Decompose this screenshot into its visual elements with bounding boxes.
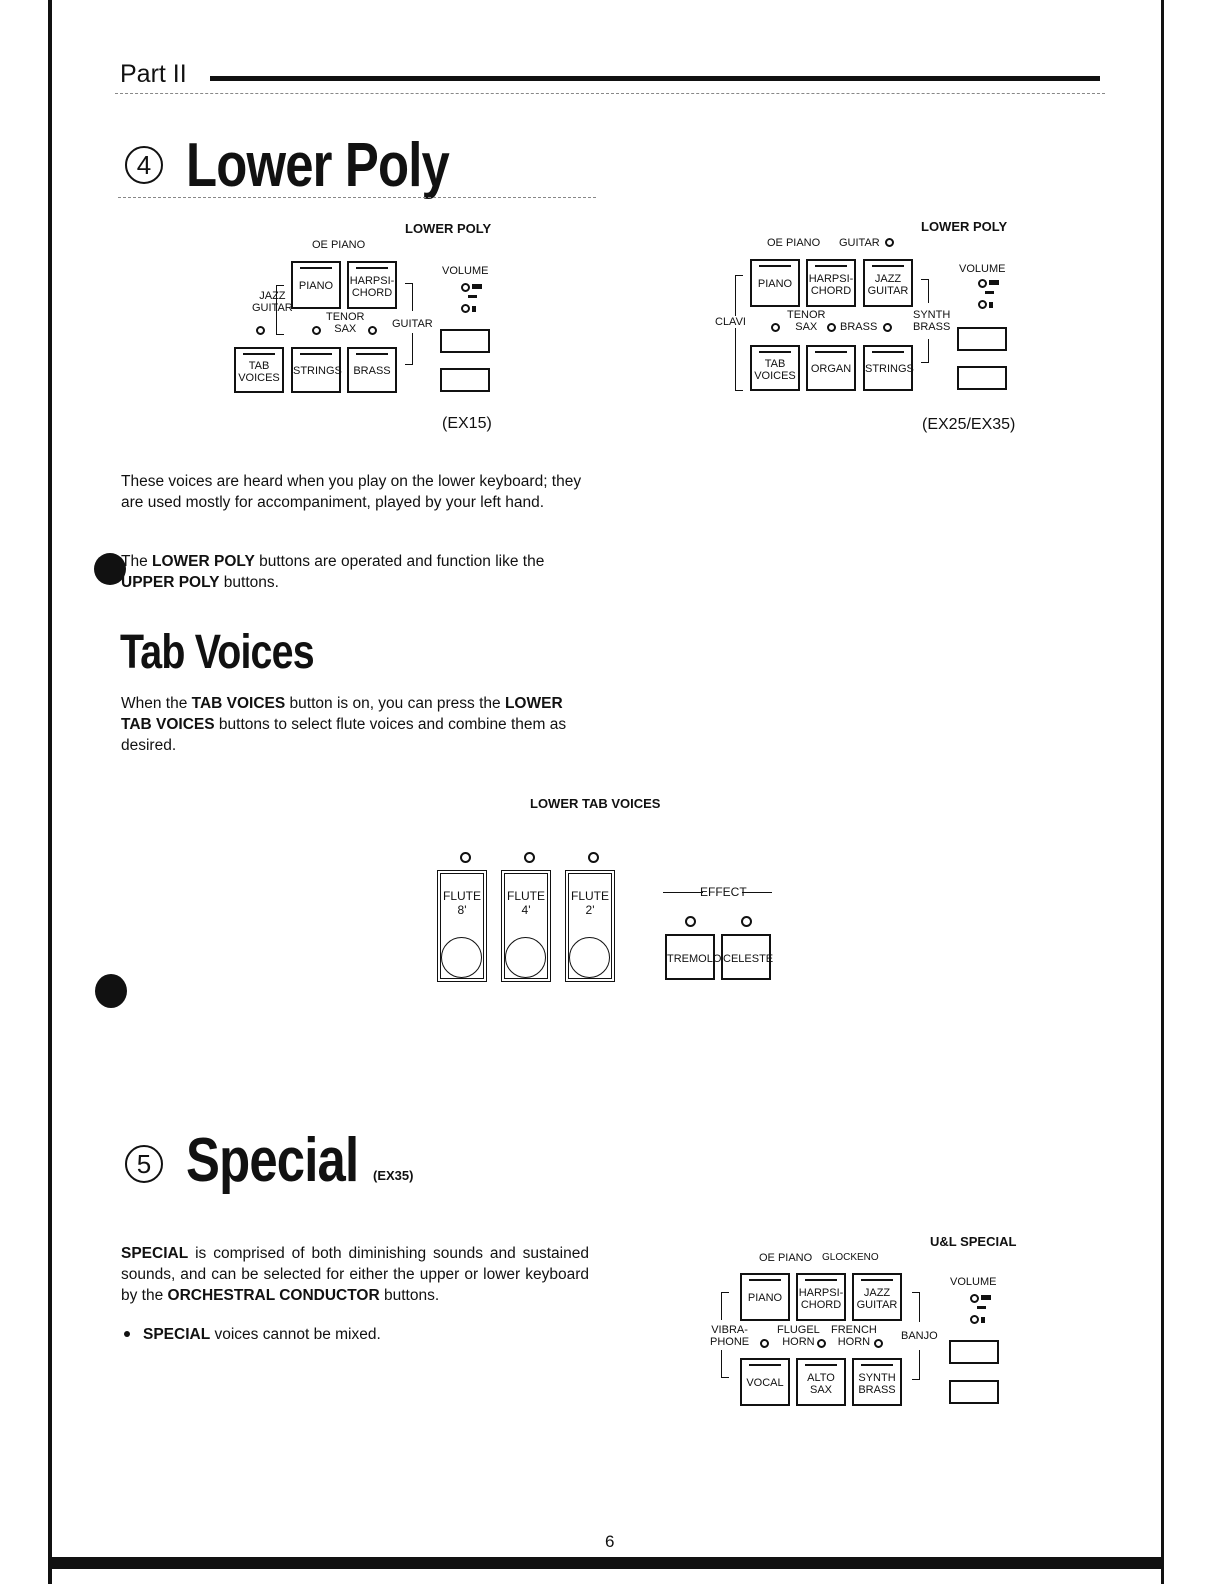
clavi-bracket	[735, 275, 743, 391]
ul-special-panel	[705, 1230, 1035, 1420]
harpsichord-button[interactable]: HARPSI- CHORD	[806, 259, 856, 307]
vocal-button[interactable]: VOCAL	[740, 1358, 790, 1406]
brass-label: BRASS	[840, 321, 878, 333]
tab-voices-title: Tab Voices	[120, 626, 314, 679]
page-number: 6	[605, 1532, 615, 1551]
special-paragraph: SPECIAL is comprised of both diminishing sounds and sustained sounds, and can be selected for either the upper or lower keyboard by the ORCHESTRAL CONDUCTOR buttons.	[121, 1245, 589, 1304]
tab-voices-paragraph: When the TAB VOICES button is on, you can press the LOWER TAB VOICES buttons to select flute voices and combine them as desired.	[121, 695, 567, 754]
ex15-oe-label: OE PIANO	[312, 239, 366, 251]
volume-up-button[interactable]	[949, 1340, 999, 1364]
vibraphone-led	[760, 1339, 769, 1348]
oe-label: OE PIANO	[759, 1252, 813, 1264]
piano-button[interactable]: PIANO	[291, 261, 341, 309]
ex25-guitar-led	[885, 238, 894, 247]
flugel-horn-label: FLUGEL HORN	[777, 1324, 820, 1348]
section-number: 5	[125, 1145, 163, 1183]
flute-4-led	[524, 852, 535, 863]
harpsichord-bracket	[405, 283, 413, 311]
flute-2-led	[588, 852, 599, 863]
section-number: 4	[125, 146, 163, 184]
ex25-panel-title: LOWER POLY	[921, 219, 1008, 234]
tenor-sax-led	[771, 323, 780, 332]
volume-up-button[interactable]	[440, 329, 490, 353]
ex15-volume-label: VOLUME	[442, 265, 489, 277]
harpsichord-button[interactable]: HARPSI- CHORD	[796, 1273, 846, 1321]
ex15-panel-title: LOWER POLY	[405, 221, 492, 236]
effect-label: EFFECT	[700, 885, 747, 899]
piano-button[interactable]: PIANO	[750, 259, 800, 307]
ex15-panel	[230, 215, 520, 445]
french-horn-label: FRENCH HORN	[831, 1324, 877, 1348]
tenor-sax-label: TENOR SAX	[326, 311, 365, 335]
organ-button[interactable]: ORGAN	[806, 345, 856, 391]
flugel-horn-led	[817, 1339, 826, 1348]
piano-button[interactable]: PIANO	[740, 1273, 790, 1321]
title-underline	[118, 197, 596, 198]
brass-bracket	[405, 333, 413, 365]
tremolo-led	[685, 916, 696, 927]
part-label: Part II	[120, 60, 187, 88]
tremolo-button[interactable]: TREMOLO	[665, 934, 715, 980]
tenor-sax-led-left	[312, 326, 321, 335]
lower-poly-note: The LOWER POLY buttons are operated and function like the UPPER POLY buttons.	[121, 553, 545, 591]
ex25-panel	[705, 213, 1035, 445]
tenor-sax-label: TENOR SAX	[787, 309, 826, 333]
special-bullet: SPECIAL voices cannot be mixed.	[143, 1326, 381, 1343]
brass-button[interactable]: BRASS	[347, 347, 397, 393]
alto-sax-button[interactable]: ALTO SAX	[796, 1358, 846, 1406]
jazz-guitar-button[interactable]: JAZZ GUITAR	[863, 259, 913, 307]
tenor-sax-led-right	[368, 326, 377, 335]
tab-voices-button[interactable]: TAB VOICES	[234, 347, 284, 393]
binding-hole	[95, 974, 127, 1008]
effect-line-left	[663, 892, 703, 893]
lower-tab-voices-title: LOWER TAB VOICES	[530, 796, 661, 811]
ex15-caption: (EX15)	[442, 415, 492, 432]
tab-voices-button[interactable]: TAB VOICES	[750, 345, 800, 391]
ex25-volume-label: VOLUME	[959, 263, 1006, 275]
clavi-label: CLAVI	[715, 316, 746, 328]
strings-button[interactable]: STRINGS	[863, 345, 913, 391]
section-title: Special	[186, 1126, 359, 1195]
effect-line-right	[742, 892, 772, 893]
strings-bracket	[921, 339, 929, 363]
volume-indicator	[975, 275, 999, 319]
ex25-oe-label: OE PIANO	[767, 237, 821, 249]
ul-special-title: U&L SPECIAL	[930, 1234, 1017, 1249]
ex25-caption: (EX25/EX35)	[922, 416, 1016, 433]
celeste-button[interactable]: CELESTE	[721, 934, 771, 980]
glocken-label: GLOCKENO	[822, 1252, 879, 1263]
synth-brass-button[interactable]: SYNTH BRASS	[852, 1358, 902, 1406]
section-title: Lower Poly	[186, 131, 450, 200]
ex25-guitar-label: GUITAR	[839, 237, 880, 249]
volume-indicator	[967, 1290, 991, 1334]
synth-brass-label: SYNTH BRASS	[913, 309, 951, 333]
flute-4-tab[interactable]: FLUTE 4'	[501, 870, 551, 982]
french-horn-led	[874, 1339, 883, 1348]
volume-up-button[interactable]	[957, 327, 1007, 351]
page-border-right	[1161, 0, 1164, 1584]
flute-8-led	[460, 852, 471, 863]
synth-brass-bracket	[912, 1350, 920, 1380]
bullet-dot	[124, 1331, 130, 1337]
celeste-led	[741, 916, 752, 927]
lower-poly-paragraph: These voices are heard when you play on the lower keyboard; they are used mostly for accompaniment, played by your left hand.	[121, 473, 582, 511]
guitar-label: GUITAR	[392, 318, 433, 330]
vibraphone-bracket-top	[721, 1292, 729, 1320]
header-rule	[210, 76, 1100, 81]
jazz-guitar-button[interactable]: JAZZ GUITAR	[852, 1273, 902, 1321]
header-dashed-rule	[115, 93, 1105, 94]
page-border-left	[48, 0, 52, 1584]
brass-led-right	[883, 323, 892, 332]
volume-down-button[interactable]	[957, 366, 1007, 390]
vibraphone-label: VIBRA- PHONE	[710, 1324, 750, 1348]
volume-indicator	[458, 279, 482, 323]
jazz-guitar-label: JAZZ GUITAR	[252, 290, 293, 314]
jazz-guitar-bracket	[912, 1292, 920, 1322]
brass-led-left	[827, 323, 836, 332]
jazz-guitar-bracket	[276, 285, 284, 335]
page-border-bottom	[48, 1557, 1164, 1569]
banjo-label: BANJO	[901, 1330, 938, 1342]
flute-2-tab[interactable]: FLUTE 2'	[565, 870, 615, 982]
flute-8-tab[interactable]: FLUTE 8'	[437, 870, 487, 982]
harpsichord-button[interactable]: HARPSI- CHORD	[347, 261, 397, 309]
volume-down-button[interactable]	[440, 368, 490, 392]
jazz-guitar-bracket	[921, 279, 929, 303]
section-model: (EX35)	[373, 1168, 414, 1183]
volume-label: VOLUME	[950, 1276, 997, 1288]
jazz-guitar-led	[256, 326, 265, 335]
volume-down-button[interactable]	[949, 1380, 999, 1404]
strings-button[interactable]: STRINGS	[291, 347, 341, 393]
vibraphone-bracket-bottom	[721, 1350, 729, 1378]
